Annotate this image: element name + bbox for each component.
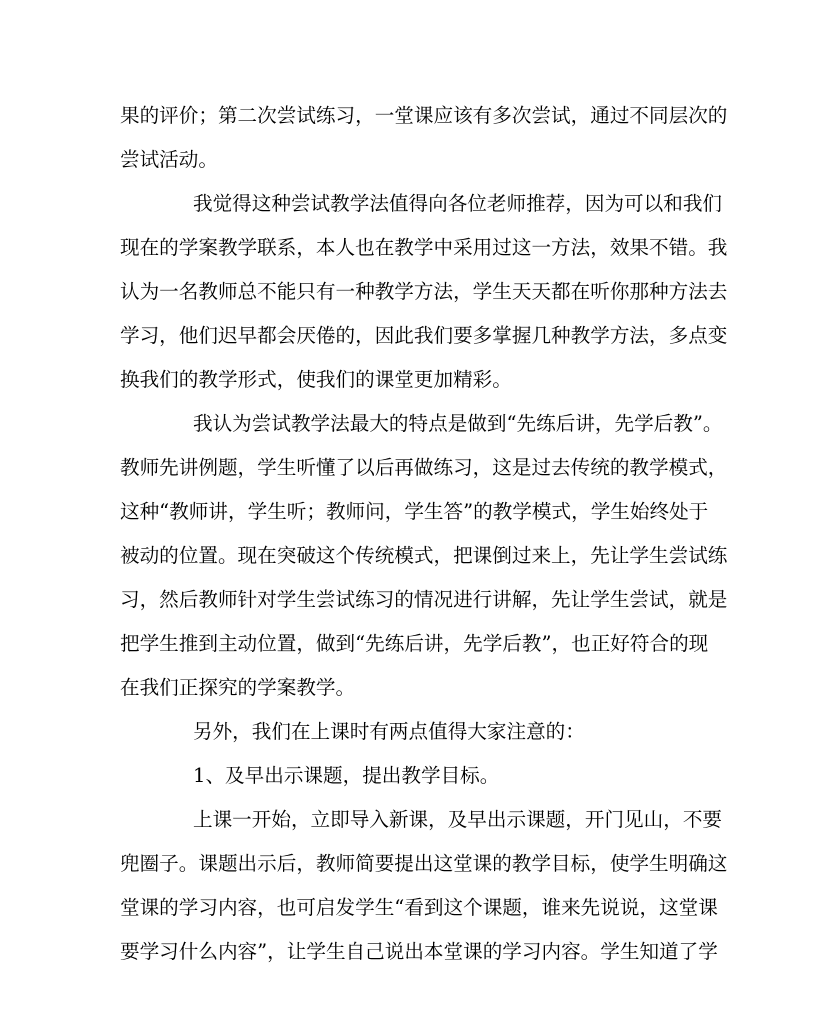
text-line: 这种“教师讲，学生听；教师问，学生答”的教学模式，学生始终处于 xyxy=(120,500,709,523)
text-line: 现在的学案教学联系，本人也在教学中采用过这一方法，效果不错。我 xyxy=(120,236,728,259)
text-line: 认为一名教师总不能只有一种教学方法，学生天天都在听你那种方法去 xyxy=(120,280,728,303)
paragraph-start-line: 我认为尝试教学法最大的特点是做到“先练后讲，先学后教”。 xyxy=(193,412,723,435)
text-line: 换我们的教学形式，使我们的课堂更加精彩。 xyxy=(120,368,512,391)
text-line: 堂课的学习内容，也可启发学生“看到这个课题，谁来先说说，这堂课 xyxy=(120,896,718,919)
text-line: 在我们正探究的学案教学。 xyxy=(120,676,356,699)
text-line: 把学生推到主动位置，做到“先练后讲，先学后教”，也正好符合的现 xyxy=(120,632,709,655)
text-line: 学习，他们迟早都会厌倦的，因此我们要多掌握几种教学方法，多点变 xyxy=(120,324,728,347)
paragraph-start-line: 另外，我们在上课时有两点值得大家注意的： xyxy=(193,720,585,743)
paragraph-start-line: 我觉得这种尝试教学法值得向各位老师推荐，因为可以和我们 xyxy=(193,192,723,215)
text-line: 要学习什么内容”，让学生自己说出本堂课的学习内容。学生知道了学 xyxy=(120,940,718,963)
text-line: 教师先讲例题，学生听懂了以后再做练习，这是过去传统的教学模式， xyxy=(120,456,728,479)
text-line: 尝试活动。 xyxy=(120,148,218,171)
text-line: 习，然后教师针对学生尝试练习的情况进行讲解，先让学生尝试，就是 xyxy=(120,588,728,611)
numbered-heading: 1、及早出示课题，提出教学目标。 xyxy=(193,764,500,787)
paragraph-start-line: 上课一开始，立即导入新课，及早出示课题，开门见山，不要 xyxy=(193,808,723,831)
text-line: 被动的位置。现在突破这个传统模式，把课倒过来上，先让学生尝试练 xyxy=(120,544,728,567)
text-line: 果的评价；第二次尝试练习，一堂课应该有多次尝试，通过不同层次的 xyxy=(120,104,728,127)
text-line: 兜圈子。课题出示后，教师简要提出这堂课的教学目标，使学生明确这 xyxy=(120,852,728,875)
